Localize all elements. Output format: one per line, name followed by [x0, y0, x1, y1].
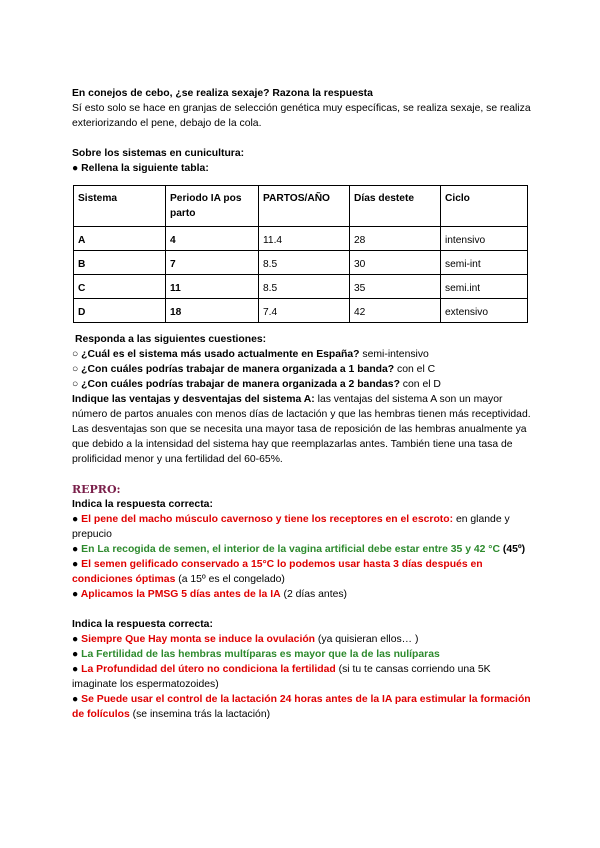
cell-periodo: 7 [166, 251, 259, 275]
list-item: ● Se Puede usar el control de la lactación 24 horas antes de la IA para estimular la formación de folículos (se insemina trás la lactación) [72, 694, 531, 720]
list-item: ● Siempre Que Hay monta se induce la ovulación (ya quisieran ellos… ) [72, 634, 419, 645]
cunicultura-title: Sobre los sistemas en cunicultura: [72, 148, 245, 159]
systems-table [73, 185, 528, 323]
bullet-icon: ● [72, 634, 82, 645]
list-item: ● Aplicamos la PMSG 5 días antes de la IA (2 días antes) [72, 589, 348, 600]
table-row [74, 227, 528, 251]
bullet-icon: ● [72, 544, 82, 555]
desventajas-paragraph: Las desventajas son que se necesita una mayor tasa de reposición de las hembras anualmente ya que debido a la intensidad del sistema hay que reemplazarlas antes. También tiene una tasa de prolificidad menor y una fertilidad del 60-65%. [72, 424, 527, 465]
cell-sistema: D [74, 299, 166, 323]
cell-partos: 11.4 [259, 227, 350, 251]
cell-ciclo: intensivo [441, 227, 528, 251]
table-header-row [74, 186, 528, 227]
bullet-icon: ● [72, 589, 81, 600]
table-row [74, 251, 528, 275]
q1-title: En conejos de cebo, ¿se realiza sexaje? Razona la respuesta [72, 88, 373, 99]
header-ciclo: Ciclo [441, 186, 528, 227]
circle-bullet-icon: ○ [72, 379, 79, 390]
cell-dias: 35 [350, 275, 441, 299]
cell-partos: 8.5 [259, 251, 350, 275]
bullet-icon: ● [72, 649, 82, 660]
cell-sistema: C [74, 275, 166, 299]
ventajas-paragraph: Indique las ventajas y desventajas del sistema A: las ventajas del sistema A son un mayor número de partos anuales con menos días de lactación y que las hembras tienen más receptividad. [72, 394, 531, 420]
circle-bullet-icon: ○ [72, 364, 79, 375]
table-row [74, 275, 528, 299]
bullet-icon: ● [72, 694, 82, 705]
repro-block2-title: Indica la respuesta correcta: [72, 619, 213, 630]
cell-partos: 7.4 [259, 299, 350, 323]
list-item: ● El semen gelificado conservado a 15°C lo podemos usar hasta 3 días después en condiciones óptimas (a 15º es el congelado) [72, 559, 483, 585]
cell-dias: 30 [350, 251, 441, 275]
cell-ciclo: extensivo [441, 299, 528, 323]
repro-block1-title: Indica la respuesta correcta: [72, 499, 213, 510]
header-sistema: Sistema [74, 186, 166, 227]
list-item: ● La Profundidad del útero no condiciona la fertilidad (si tu te cansas corriendo una 5K imaginate los espermatozoides) [72, 664, 491, 690]
questions-title: Responda a las siguientes cuestiones: [75, 334, 267, 345]
repro-block1-list [72, 512, 532, 602]
cell-periodo: 18 [166, 299, 259, 323]
header-dias-destete: Días destete [350, 186, 441, 227]
cell-periodo: 11 [166, 275, 259, 299]
q1-answer: Sí esto solo se hace en granjas de selección genética muy específicas, se realiza sexaje, se realiza exteriorizando el pene, debajo de la cola. [72, 103, 531, 129]
cell-ciclo: semi.int [441, 275, 528, 299]
cell-sistema: B [74, 251, 166, 275]
table-instruction: ● Rellena la siguiente tabla: [72, 163, 209, 174]
document-page [72, 86, 532, 722]
questions-list [72, 347, 532, 392]
circle-bullet-icon: ○ [72, 349, 79, 360]
cell-periodo: 4 [166, 227, 259, 251]
table-row [74, 299, 528, 323]
list-item: ● El pene del macho músculo cavernoso y tiene los receptores en el escroto: en glande y prepucio [72, 514, 510, 540]
cell-ciclo: semi-int [441, 251, 528, 275]
cell-dias: 28 [350, 227, 441, 251]
list-item: ● En La recogida de semen, el interior de la vagina artificial debe estar entre 35 y 42 °C (45º) [72, 544, 526, 555]
header-periodo: Periodo IA pos parto [166, 186, 259, 227]
list-item: ○ ¿Con cuáles podrías trabajar de manera organizada a 1 banda? con el C [72, 364, 436, 375]
header-partos: PARTOS/AÑO [259, 186, 350, 227]
bullet-icon: ● [72, 664, 82, 675]
cell-sistema: A [74, 227, 166, 251]
cell-partos: 8.5 [259, 275, 350, 299]
list-item: ○ ¿Con cuáles podrías trabajar de manera organizada a 2 bandas? con el D [72, 379, 441, 390]
bullet-icon: ● [72, 514, 82, 525]
repro-heading: REPRO: [72, 483, 121, 496]
repro-block2-list [72, 632, 532, 722]
cell-dias: 42 [350, 299, 441, 323]
list-item: ○ ¿Cuál es el sistema más usado actualmente en España? semi-intensivo [72, 349, 429, 360]
list-item: ● La Fertilidad de las hembras multíparas es mayor que la de las nulíparas [72, 649, 440, 660]
bullet-icon: ● [72, 559, 82, 570]
